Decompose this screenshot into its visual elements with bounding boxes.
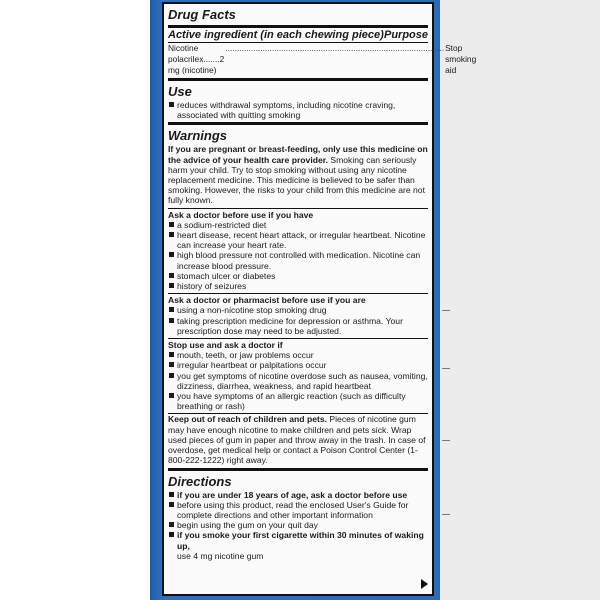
- list-item: high blood pressure not controlled with medication. Nicotine can increase blood pressure.: [168, 250, 428, 270]
- divider: [168, 468, 428, 471]
- ask-pharmacist-heading: Ask a doctor or pharmacist before use if you are: [168, 295, 366, 306]
- bullet-square-icon: [169, 362, 174, 367]
- list-item: you get symptoms of nicotine overdose such as nausea, vomiting, dizziness, diarrhea, weakness, and rapid heartbeat: [168, 371, 428, 391]
- background-left: [0, 0, 150, 600]
- active-ingredient-header: [168, 28, 428, 42]
- list-item: stomach ulcer or diabetes: [168, 271, 428, 281]
- list-item: history of seizures: [168, 281, 428, 291]
- active-ingredient-heading: Active ingredient (in each chewing piece): [168, 29, 384, 41]
- bullet-square-icon: [169, 532, 174, 537]
- list-item: if you smoke your first cigarette within 30 minutes of waking up, use 4 mg nicotine gum: [168, 530, 428, 561]
- list-item: begin using the gum on your quit day: [168, 520, 428, 530]
- directions-title: Directions: [168, 473, 232, 489]
- panel-mark: [442, 368, 450, 369]
- package-right-panel: [440, 0, 600, 600]
- purpose-heading: Purpose: [383, 29, 428, 41]
- ingredient-purpose: Stop smoking aid: [445, 43, 477, 75]
- bullet-square-icon: [169, 502, 174, 507]
- list-item: you have symptoms of an allergic reaction (such as difficulty breathing or rash): [168, 391, 428, 411]
- bullet-square-icon: [169, 232, 174, 237]
- bullet-square-icon: [169, 318, 174, 323]
- list-item: irregular heartbeat or palpitations occur: [168, 360, 428, 370]
- use-title: Use: [168, 84, 192, 99]
- stop-use-heading: Stop use and ask a doctor if: [168, 340, 283, 351]
- panel-mark: [442, 440, 450, 441]
- bullet-square-icon: [169, 492, 174, 497]
- bullet-square-icon: [169, 522, 174, 527]
- list-item: using a non-nicotine stop smoking drug: [168, 305, 428, 315]
- use-item: reduces withdrawal symptoms, including nicotine craving, associated with quitting smoking: [168, 100, 428, 120]
- bullet-square-icon: [169, 373, 174, 378]
- list-item: a sodium-restricted diet: [168, 220, 428, 230]
- bullet-square-icon: [169, 273, 174, 278]
- bullet-square-icon: [169, 102, 174, 107]
- list-item: mouth, teeth, or jaw problems occur: [168, 350, 428, 360]
- ask-doctor-heading: Ask a doctor before use if you have: [168, 209, 314, 220]
- continue-arrow-icon: [421, 579, 428, 589]
- warnings-title: Warnings: [168, 128, 227, 144]
- ingredient-name: Nicotine polacrilex.......2 mg (nicotine): [168, 43, 225, 75]
- drug-facts-title: Drug Facts: [168, 7, 236, 22]
- bullet-square-icon: [169, 307, 174, 312]
- divider: [168, 122, 428, 125]
- bullet-square-icon: [169, 222, 174, 227]
- bullet-square-icon: [169, 252, 174, 257]
- list-item: taking prescription medicine for depression or asthma. Your prescription dose may need to be adjusted.: [168, 316, 428, 336]
- pregnancy-warning: If you are pregnant or breast-feeding, only use this medicine on the advice of your health care provider. Smoking can seriously harm your child. Try to stop smoking without using any nicotine replacement medicine. This medicine is believed to be safer than smoking. However, the risks to your child from this medicine are not fully known.: [168, 144, 428, 206]
- panel-mark: [442, 310, 450, 311]
- bullet-square-icon: [169, 352, 174, 357]
- divider: [168, 78, 428, 81]
- divider: [168, 208, 428, 209]
- list-item: if you are under 18 years of age, ask a doctor before use: [168, 490, 428, 500]
- divider: [168, 293, 428, 294]
- bullet-square-icon: [169, 283, 174, 288]
- list-item: heart disease, recent heart attack, or irregular heartbeat. Nicotine can increase your heart rate.: [168, 230, 428, 250]
- keep-out-of-reach: Keep out of reach of children and pets. Pieces of nicotine gum may have enough nicotine to make children and pets sick. Wrap used pieces of gum in paper and throw away in the trash. In case of overdose, get medical help or contact a Poison Control Center (1-800-222-1222) right away.: [168, 414, 426, 466]
- ingredient-row: [168, 42, 477, 76]
- bullet-square-icon: [169, 393, 174, 398]
- leader-dots: ..............................................................................................: [225, 43, 445, 53]
- panel-mark: [442, 514, 450, 515]
- list-item: before using this product, read the enclosed User's Guide for complete directions and other important information: [168, 500, 428, 520]
- drug-facts-label: [162, 2, 477, 596]
- divider: [168, 338, 428, 339]
